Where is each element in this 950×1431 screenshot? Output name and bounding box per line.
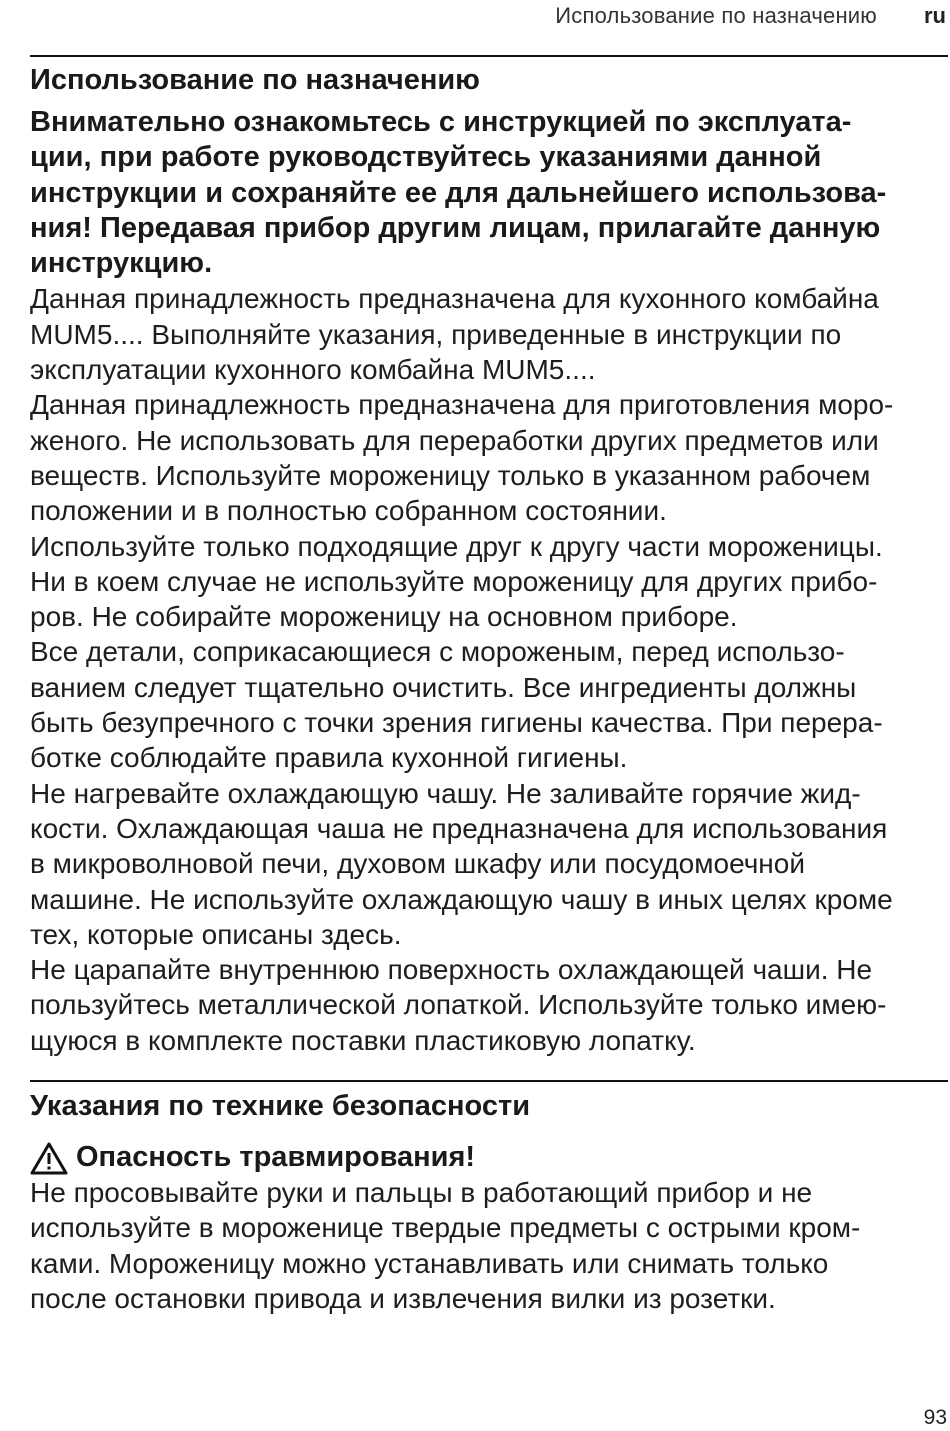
text-line: в микроволновой печи, духовом шкафу или посудомоечной <box>30 848 805 880</box>
warning-title: Опасность травмирования! <box>76 1141 476 1173</box>
section-intended-use <box>30 62 948 1058</box>
running-header-title: Использование по назначению <box>555 3 877 28</box>
text-line: Данная принадлежность предназначена для приготовления моро- <box>30 389 894 421</box>
text-line: ванием следует тщательно очистить. Все ингредиенты должны <box>30 671 857 703</box>
lead-line: Внимательно ознакомьтесь с инструкцией по эксплуата- <box>30 106 852 138</box>
text-line: Данная принадлежность предназначена для кухонного комбайна <box>30 283 879 315</box>
text-line: ров. Не собирайте мороженицу на основном приборе. <box>30 601 738 633</box>
text-line: Используйте только подходящие друг к другу части мороженицы. <box>30 530 883 562</box>
lead-line: ния! Передавая прибор другим лицам, прилагайте данную <box>30 211 881 244</box>
text-line: эксплуатации кухонного комбайна MUM5.... <box>30 354 596 386</box>
text-line: кости. Охлаждающая чаша не предназначена для использования <box>30 812 888 844</box>
text-line: Не просовывайте руки и пальцы в работающий прибор и не <box>30 1177 813 1208</box>
text-line: после остановки привода и извлечения вилки из розетки. <box>30 1282 776 1314</box>
text-line: Ни в коем случае не используйте мороженицу для других прибо- <box>30 565 878 597</box>
text-line: пользуйтесь металлической лопаткой. Используйте только имею- <box>30 989 887 1021</box>
text-line: используйте в мороженице твердые предметы с острыми кром- <box>30 1212 861 1244</box>
text-line: MUM5.... Выполняйте указания, приведенные в инструкции по <box>30 318 842 350</box>
paragraph-injury-warning <box>30 1175 948 1316</box>
page-number: 93 <box>923 1406 947 1429</box>
text-line: Не нагревайте охлаждающую чашу. Не заливайте горячие жид- <box>30 777 861 809</box>
top-rule <box>30 55 948 57</box>
section-heading: Использование по назначению <box>30 64 480 96</box>
text-line: Все детали, соприкасающиеся с мороженым, перед использо- <box>30 636 845 668</box>
text-line: ками. Мороженицу можно устанавливать или снимать только <box>30 1247 829 1279</box>
paragraph-cooling-bowl <box>30 776 948 952</box>
text-line: тех, которые описаны здесь. <box>30 918 402 950</box>
warning-triangle-icon <box>30 1141 68 1175</box>
text-line: быть безупречного с точки зрения гигиены качества. При перера- <box>30 707 883 739</box>
paragraph-purpose <box>30 387 948 528</box>
lead-paragraph <box>30 105 948 281</box>
paragraph-parts <box>30 529 948 635</box>
text-line: щуюся в комплекте поставки пластиковую лопатку. <box>30 1024 696 1056</box>
section-divider <box>30 1080 948 1082</box>
text-line: женого. Не использовать для переработки других предметов или <box>30 424 879 456</box>
running-header <box>30 0 950 32</box>
section-safety <box>30 1088 948 1316</box>
text-line: машине. Не используйте охлаждающую чашу в иных целях кроме <box>30 883 893 915</box>
lead-line: ции, при работе руководствуйтесь указаниями данной <box>30 141 822 174</box>
text-line: Не царапайте внутреннюю поверхность охлаждающей чаши. Не <box>30 954 873 986</box>
text-line: ботке соблюдайте правила кухонной гигиены. <box>30 742 628 774</box>
text-line: положении и в полностью собранном состоянии. <box>30 495 667 527</box>
paragraph-accessory <box>30 281 948 387</box>
paragraph-hygiene <box>30 634 948 775</box>
section-heading: Указания по технике безопасности <box>30 1090 531 1122</box>
language-code: ru <box>924 3 946 28</box>
lead-line: инструкции и сохраняйте ее для дальнейшего использова- <box>30 176 887 209</box>
text-line: веществ. Используйте мороженицу только в указанном рабочем <box>30 459 871 491</box>
lead-line: инструкцию. <box>30 247 213 280</box>
warning-heading <box>30 1140 948 1175</box>
paragraph-spatula <box>30 952 948 1058</box>
